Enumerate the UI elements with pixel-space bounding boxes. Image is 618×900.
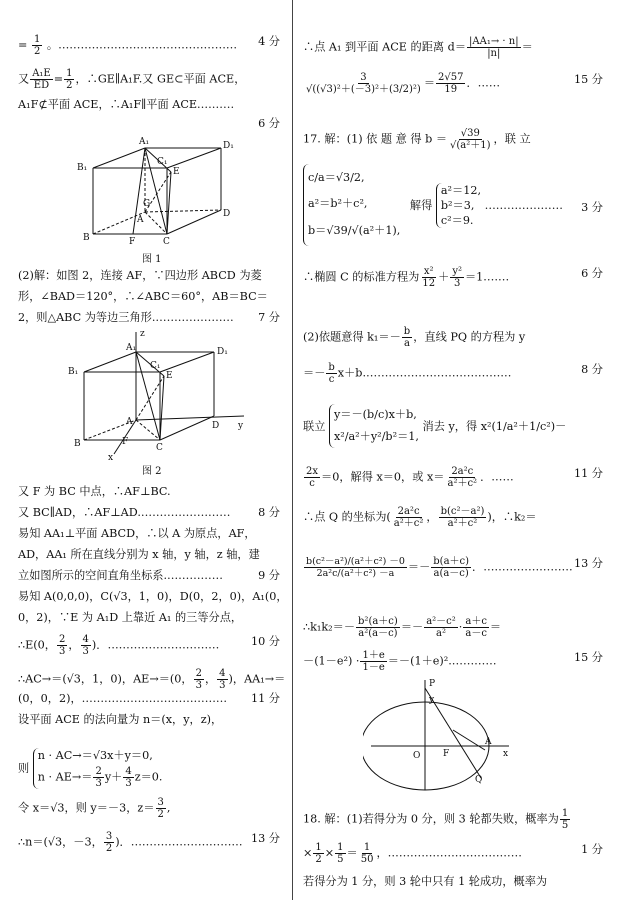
text: 立如图所示的空间直角坐标系.……………	[18, 569, 223, 582]
fraction-3-2-b: $\frac{3}{2}$	[105, 831, 113, 854]
eq: =	[18, 38, 28, 52]
score-6: 6 分	[258, 117, 280, 130]
dots: ．……	[466, 76, 501, 90]
svg-text:D₁: D₁	[217, 347, 228, 357]
score-9: 9 分	[258, 569, 280, 582]
equation-system-a: c/a＝√3/2, a²＝b²＋c², b＝√39/√(a²＋1),	[303, 164, 406, 246]
dots: 。…………………………………………	[46, 38, 238, 52]
score-8b: 8 分	[581, 363, 603, 376]
equation-2: n · AE→＝ $\frac{2}{3}$ y＋ $\frac{4}{3}$ z＝0.	[37, 766, 163, 789]
svg-text:G: G	[143, 199, 151, 209]
text: 2，则△ABC 为等边三角形.…………………	[18, 311, 234, 324]
system-normal	[18, 748, 280, 789]
line-points-2: 0，2)，∵E 为 A₁D 上靠近 A₁ 的三等分点，	[18, 611, 243, 624]
svg-text:C₁: C₁	[150, 361, 161, 371]
score-11: 11 分	[251, 692, 280, 705]
equation-system	[33, 748, 163, 789]
svg-text:B₁: B₁	[77, 163, 88, 173]
svg-text:z: z	[140, 329, 145, 339]
text: 17. 解：(1) 依 题 意 得 b ＝	[303, 132, 448, 146]
score-6b: 6 分	[581, 267, 603, 280]
fraction-a1e-ed: $\frac{\text{A₁E}}{ED}$	[32, 68, 51, 91]
svg-text:A: A	[126, 417, 133, 427]
fraction-2-3: $\frac{2}{3}$	[58, 634, 66, 657]
svg-text:A: A	[485, 737, 492, 747]
line-k1k2-result: －(1－e²) · $\frac{1+e}{1-e}$ ＝－(1＋e)².………… 15 分	[303, 650, 603, 673]
eq: ＝	[423, 76, 436, 90]
score-7: 7 分	[258, 311, 280, 324]
svg-text:F: F	[443, 749, 450, 759]
score-3: 3 分	[581, 201, 603, 214]
fraction-b: $\frac{√39}{\text{√(a²＋1)}}$	[450, 128, 491, 151]
svg-text:P: P	[429, 679, 436, 689]
line-coord-2: AD，AA₁ 所在直线分别为 x 轴，y 轴，z 轴，建	[18, 548, 260, 561]
line-k2: $\frac{\text{b(c²－a²)/(a²＋c²) －0}}{\text{2a²c/(a²＋c²) －a}}$ ＝－ $\frac{b(a+c)}{a(a-c)}$ ．…………………… 13 分	[306, 556, 603, 579]
line-p2-2: 形，∠BAD＝120°，∴∠ABC＝60°，AB＝BC＝	[18, 290, 268, 303]
line-aa1	[18, 691, 280, 706]
text: (0，0，2)，…………………………………	[18, 692, 228, 705]
text: ∴AC→＝(√3，1，0)，AE→＝(0，	[18, 672, 193, 686]
fraction-2-3-b: $\frac{2}{3}$	[195, 668, 202, 691]
equation-1: n · AC→＝√3x＋y＝0,	[37, 749, 153, 762]
figure-1-caption: 图 1	[142, 254, 162, 265]
text: 解得	[409, 198, 433, 212]
score-15: 15 分	[574, 73, 603, 86]
score-15b: 15 分	[574, 651, 603, 664]
score-13b: 13 分	[574, 557, 603, 570]
svg-text:E: E	[173, 167, 180, 177]
line-pq: ＝－ $\frac{b}{c}$ x＋b.………………………………… 8 分	[303, 362, 603, 385]
text: 令 x＝√3，则 y＝－3，z＝	[18, 801, 155, 815]
equation-system-solution: a²＝12, b²＝3, c²＝9.	[436, 183, 481, 228]
score-1: 1 分	[581, 843, 603, 856]
line-half	[18, 34, 280, 57]
text: 又 BC∥AD，∴AF⊥AD.……………………	[18, 506, 231, 519]
column-divider	[292, 0, 293, 900]
score-8: 8 分	[258, 506, 280, 519]
svg-text:B: B	[83, 233, 90, 243]
line-k1k2: ∴k₁k₂＝－ $\frac{\text{b²(a＋c)}}{\text{a²(a－c)}}$ ＝－ $\frac{\text{a²－c²}}{\text{a²}}$ · $\frac{a+c}{a-c}$ ＝	[303, 616, 502, 639]
figure-2-coordinate-prism	[64, 328, 254, 460]
line-distance	[303, 36, 603, 59]
figure-1-prism	[73, 136, 243, 248]
line-point-e	[18, 634, 280, 657]
svg-text:y: y	[429, 695, 435, 705]
svg-text:x: x	[108, 453, 114, 460]
line-q18: 18. 解：(1)若得分为 0 分，则 3 轮都失败，概率为 $\frac{1}{5}$	[303, 808, 569, 831]
text: ，∴GE∥A₁F.又 GE⊂平面 ACE，	[75, 72, 246, 86]
line-ge-parallel	[18, 68, 280, 91]
line-p2-3	[18, 310, 280, 325]
text: ∴点 A₁ 到平面 ACE 的距离 d＝	[303, 40, 467, 54]
svg-text:B₁: B₁	[68, 367, 79, 377]
text: 又	[18, 72, 30, 86]
svg-text:y: y	[238, 421, 244, 431]
text: 则	[18, 762, 30, 775]
line-solve-x: $\frac{2x}{c}$ ＝0，解得 x＝0，或 x＝ $\frac{\text{2a²c}}{\text{a²＋c²}}$ ．…… 11 分	[306, 466, 603, 489]
text: ∴椭圆 C 的标准方程为	[303, 270, 420, 284]
svg-text:A₁: A₁	[126, 343, 137, 353]
svg-text:Q: Q	[475, 775, 483, 785]
system-ellipse	[303, 164, 603, 246]
line-q18-next: 若得分为 1 分，则 3 轮中只有 1 轮成功，概率为	[303, 875, 548, 888]
text: ，联 立	[493, 132, 531, 146]
fraction-distance: $\frac{\text{|AA₁→ · n|}}{|n|}$	[469, 36, 519, 59]
line-points-1: 易知 A(0,0,0)，C(√3，1，0)，D(0，2，0)，A₁(0，	[18, 590, 288, 603]
line-coord-1: 易知 AA₁⊥平面 ABCD，∴以 A 为原点，AF，	[18, 527, 256, 540]
svg-text:D: D	[223, 209, 231, 219]
svg-text:C₁: C₁	[157, 157, 168, 167]
svg-text:D: D	[212, 421, 220, 431]
fraction-4-3: $\frac{4}{3}$	[82, 634, 89, 657]
fraction-half: $\frac{1}{2}$	[33, 34, 41, 57]
score-11b: 11 分	[574, 467, 603, 480]
svg-text:E: E	[166, 371, 173, 381]
line-af-perp-bc: 又 F 为 BC 中点，∴AF⊥BC.	[18, 485, 171, 498]
line-distance-result	[303, 72, 603, 95]
line-q17	[303, 128, 603, 151]
line-a1f-parallel: A₁F⊄平面 ACE，∴A₁F∥平面 ACE.………	[18, 98, 235, 111]
score-4: 4 分	[258, 35, 280, 48]
fraction-3-2: $\frac{3}{2}$	[157, 797, 164, 820]
svg-text:B: B	[74, 439, 81, 449]
line-n-result	[18, 831, 280, 854]
svg-text:O: O	[413, 751, 421, 761]
svg-text:A₁: A₁	[139, 137, 150, 147]
svg-text:F: F	[122, 437, 129, 447]
text: ，	[68, 638, 80, 652]
fraction-distance-value: $\frac{3}{\text{√((√3)²＋(－3)²＋(3/2)²)}}$	[306, 72, 421, 95]
line-p2-1: (2)解：如图 2，连接 AF，∵四边形 ABCD 为菱	[18, 269, 262, 282]
text: ∴E(0，	[18, 638, 56, 652]
line-k1: (2)依题意得 k₁＝－ $\frac{b}{a}$ ，直线 PQ 的方程为 y	[303, 326, 526, 349]
equation-system-b: y＝－(b/c)x＋b, x²/a²＋y²/b²＝1,	[329, 404, 419, 448]
svg-text:A: A	[137, 215, 144, 225]
fraction-4-3-b: $\frac{4}{3}$	[219, 668, 226, 691]
line-coord-3	[18, 568, 280, 583]
eq: =	[53, 72, 64, 86]
svg-text:x: x	[503, 749, 509, 759]
line-lianli: 联立 y＝－(b/c)x＋b, x²/a²＋y²/b²＝1, 消去 y，得 x²(1/a²＋1/c²)－	[303, 404, 603, 448]
eq: ＝	[521, 40, 533, 54]
text: )．…………………………	[91, 638, 220, 652]
line-ellipse-equation: ∴椭圆 C 的标准方程为 $\frac{\text{x²}}{12}$ ＋ $\frac{\text{y²}}{3}$ ＝1.…… 6 分	[303, 266, 603, 289]
text: ∴n＝(√3，－3，	[18, 835, 103, 849]
fraction-half-2: $\frac{1}{2}$	[66, 68, 73, 91]
fraction-2sqrt57-19: $\frac{2√57}{19}$	[438, 72, 464, 95]
text: )．…………………………	[115, 835, 243, 849]
score-10: 10 分	[251, 635, 280, 648]
line-point-q: ∴点 Q 的坐标为( $\frac{\text{2a²c}}{\text{a²＋c²}}$ ， $\frac{\text{b(c²－a²)}}{\text{a²＋c²}}$ )，∴k₂＝	[303, 506, 537, 529]
svg-text:F: F	[129, 237, 136, 247]
svg-text:C: C	[156, 443, 163, 453]
svg-text:D₁: D₁	[223, 141, 234, 151]
line-q18-prob: × $\frac{1}{2}$ × $\frac{1}{5}$ ＝ $\frac{1}{50}$ ，……………………………… 1 分	[303, 842, 603, 865]
figure-ellipse	[363, 672, 513, 794]
dots: …………………	[484, 198, 563, 212]
text: )，AA₁→＝	[228, 672, 286, 686]
score-13: 13 分	[251, 832, 280, 845]
svg-text:C: C	[163, 237, 170, 247]
line-normal-vector: 设平面 ACE 的法向量为 n＝(x，y，z)，	[18, 713, 223, 726]
text: ，	[204, 672, 217, 686]
figure-2-caption: 图 2	[142, 466, 162, 477]
line-let-x: 令 x＝√3，则 y＝－3，z＝ $\frac{3}{2}$ ,	[18, 797, 171, 820]
line-vectors	[18, 668, 286, 691]
line-af-perp-ad	[18, 505, 280, 520]
